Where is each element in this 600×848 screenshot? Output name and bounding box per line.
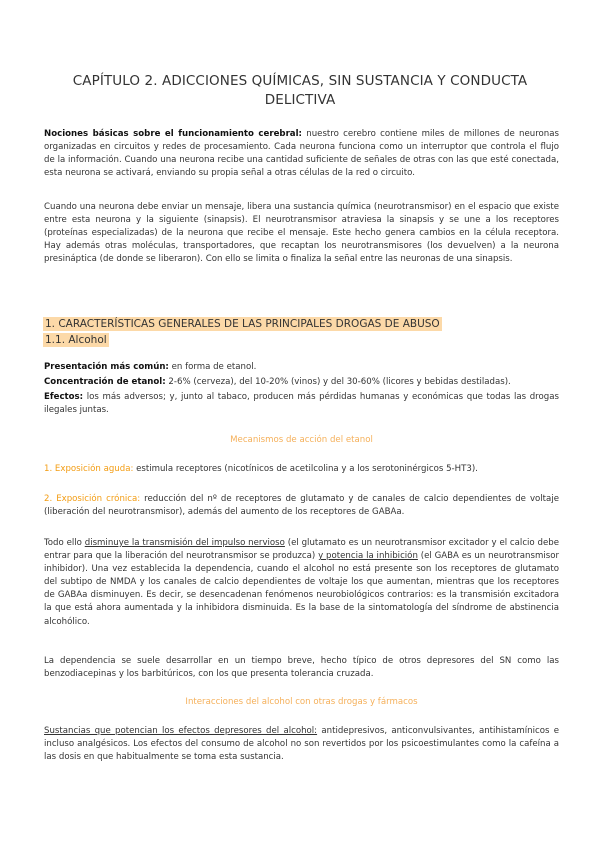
presentation-text: en forma de etanol. [168,362,257,372]
chronic-text: reducción del nº de receptores de glutamato y de canales de calcio dependientes de voltaje (liberación del neurotransmisor), además del aumento de los receptores de GABAa. [44,494,559,518]
todo-underline-1: disminuye la transmisión del impulso nervioso [84,538,285,548]
substances-paragraph [44,725,559,764]
mechanism-explanation-paragraph [44,537,559,629]
todo-text-1: Todo ello [44,538,85,548]
todo-text-2: (el glutamato es un neurotransmisor excitador y el calcio debe entrar para que la liberación del neurotransmisor se produzca) [44,538,559,562]
presentation-line [44,361,559,374]
concentration-line [44,376,559,389]
concentration-label: Concentración de etanol: [44,377,166,387]
dependence-paragraph: La dependencia se suele desarrollar en un tiempo breve, hecho típico de otros depresores del SN como las benzodiacepinas y los barbitúricos, con los que presenta tolerancia cruzada. [44,656,559,680]
chapter-title: CAPÍTULO 2. ADICCIONES QUÍMICAS, SIN SUSTANCIA Y CONDUCTA DELICTIVA [72,73,528,108]
acute-text: estimula receptores (nicotínicos de acetilcolina y a los serotoninérgicos 5-HT3). [133,464,478,474]
todo-underline-2: y potencia la inhibición [318,551,418,562]
todo-text-3: (el GABA es un neurotransmisor inhibidor). Una vez establecida la dependencia, cuando el alcohol no está presente son los receptores de glutamato del subtipo de NMDA y los canales de calcio dependientes de voltaje los que aumentan, mientras que los receptores de GABAa disminuyen. Es decir, se desencadenan fenómenos neurobiológicos contrarios: es la transmisión excitadora la que está ahora aumentada y la inhibidora disminuida. Es la base de la sintomatología del síndrome de abstinencia alcohólico. [44,551,559,627]
presentation-label: Presentación más común: [44,362,169,372]
acute-exposure-line [44,463,559,476]
effects-label: Efectos: [44,392,84,402]
substances-text: antidepresivos, anticonvulsivantes, antihistamínicos e incluso analgésicos. Los efectos del consumo de alcohol no son revertidos por los psicoestimulantes como la cafeína a las dosis en que habitualmente se toma esta sustancia. [44,726,560,763]
interactions-heading: Interacciones del alcohol con otras drogas y fármacos [185,697,418,707]
chronic-label: 2. Exposición crónica: [44,494,141,504]
intro-label: Nociones básicas sobre el funcionamiento cerebral: [44,129,302,139]
section-heading-1: 1. CARACTERÍSTICAS GENERALES DE LAS PRINCIPALES DROGAS DE ABUSO [45,318,440,330]
mechanisms-heading: Mecanismos de acción del etanol [230,435,373,445]
intro-text: nuestro cerebro contiene miles de millones de neuronas organizadas en circuitos y redes de procesamiento. Cada neurona funciona como un interruptor que controla el flujo de la información. Cuando una neurona recibe una cantidad suficiente de señales de otras con las que esté conectada, esta neurona se activará, enviando su propia señal a otras células de la red o circuito. [44,129,559,179]
effects-paragraph [44,391,559,417]
substances-label: Sustancias que potencian los efectos depresores del alcohol: [44,726,318,736]
acute-label: 1. Exposición aguda: [44,464,134,474]
section-heading-1-1: 1.1. Alcohol [45,334,107,346]
effects-text: los más adversos; y, junto al tabaco, producen más pérdidas humanas y económicas que todas las drogas ilegales juntas. [44,392,559,416]
intro-paragraph [44,128,559,180]
concentration-text: 2-6% (cerveza), del 10-20% (vinos) y del 30-60% (licores y bebidas destiladas). [165,377,511,387]
neurotransmitter-paragraph: Cuando una neurona debe enviar un mensaje, libera una sustancia química (neurotransmisor) en el espacio que existe entre esta neurona y la siguiente (sinapsis). El neurotransmisor atraviesa la sinapsis y se une a los receptores (proteínas especializadas) de la neurona que recibe el mensaje. Este hecho genera cambios en la célula receptora. Hay además otras moléculas, transportadores, que recaptan los neurotransmisores (los devuelven) a la neurona presináptica (de donde se liberaron). Con ello se limita o finaliza la señal entre las neuronas de una sinapsis. [44,202,559,265]
chronic-exposure-paragraph [44,493,559,519]
